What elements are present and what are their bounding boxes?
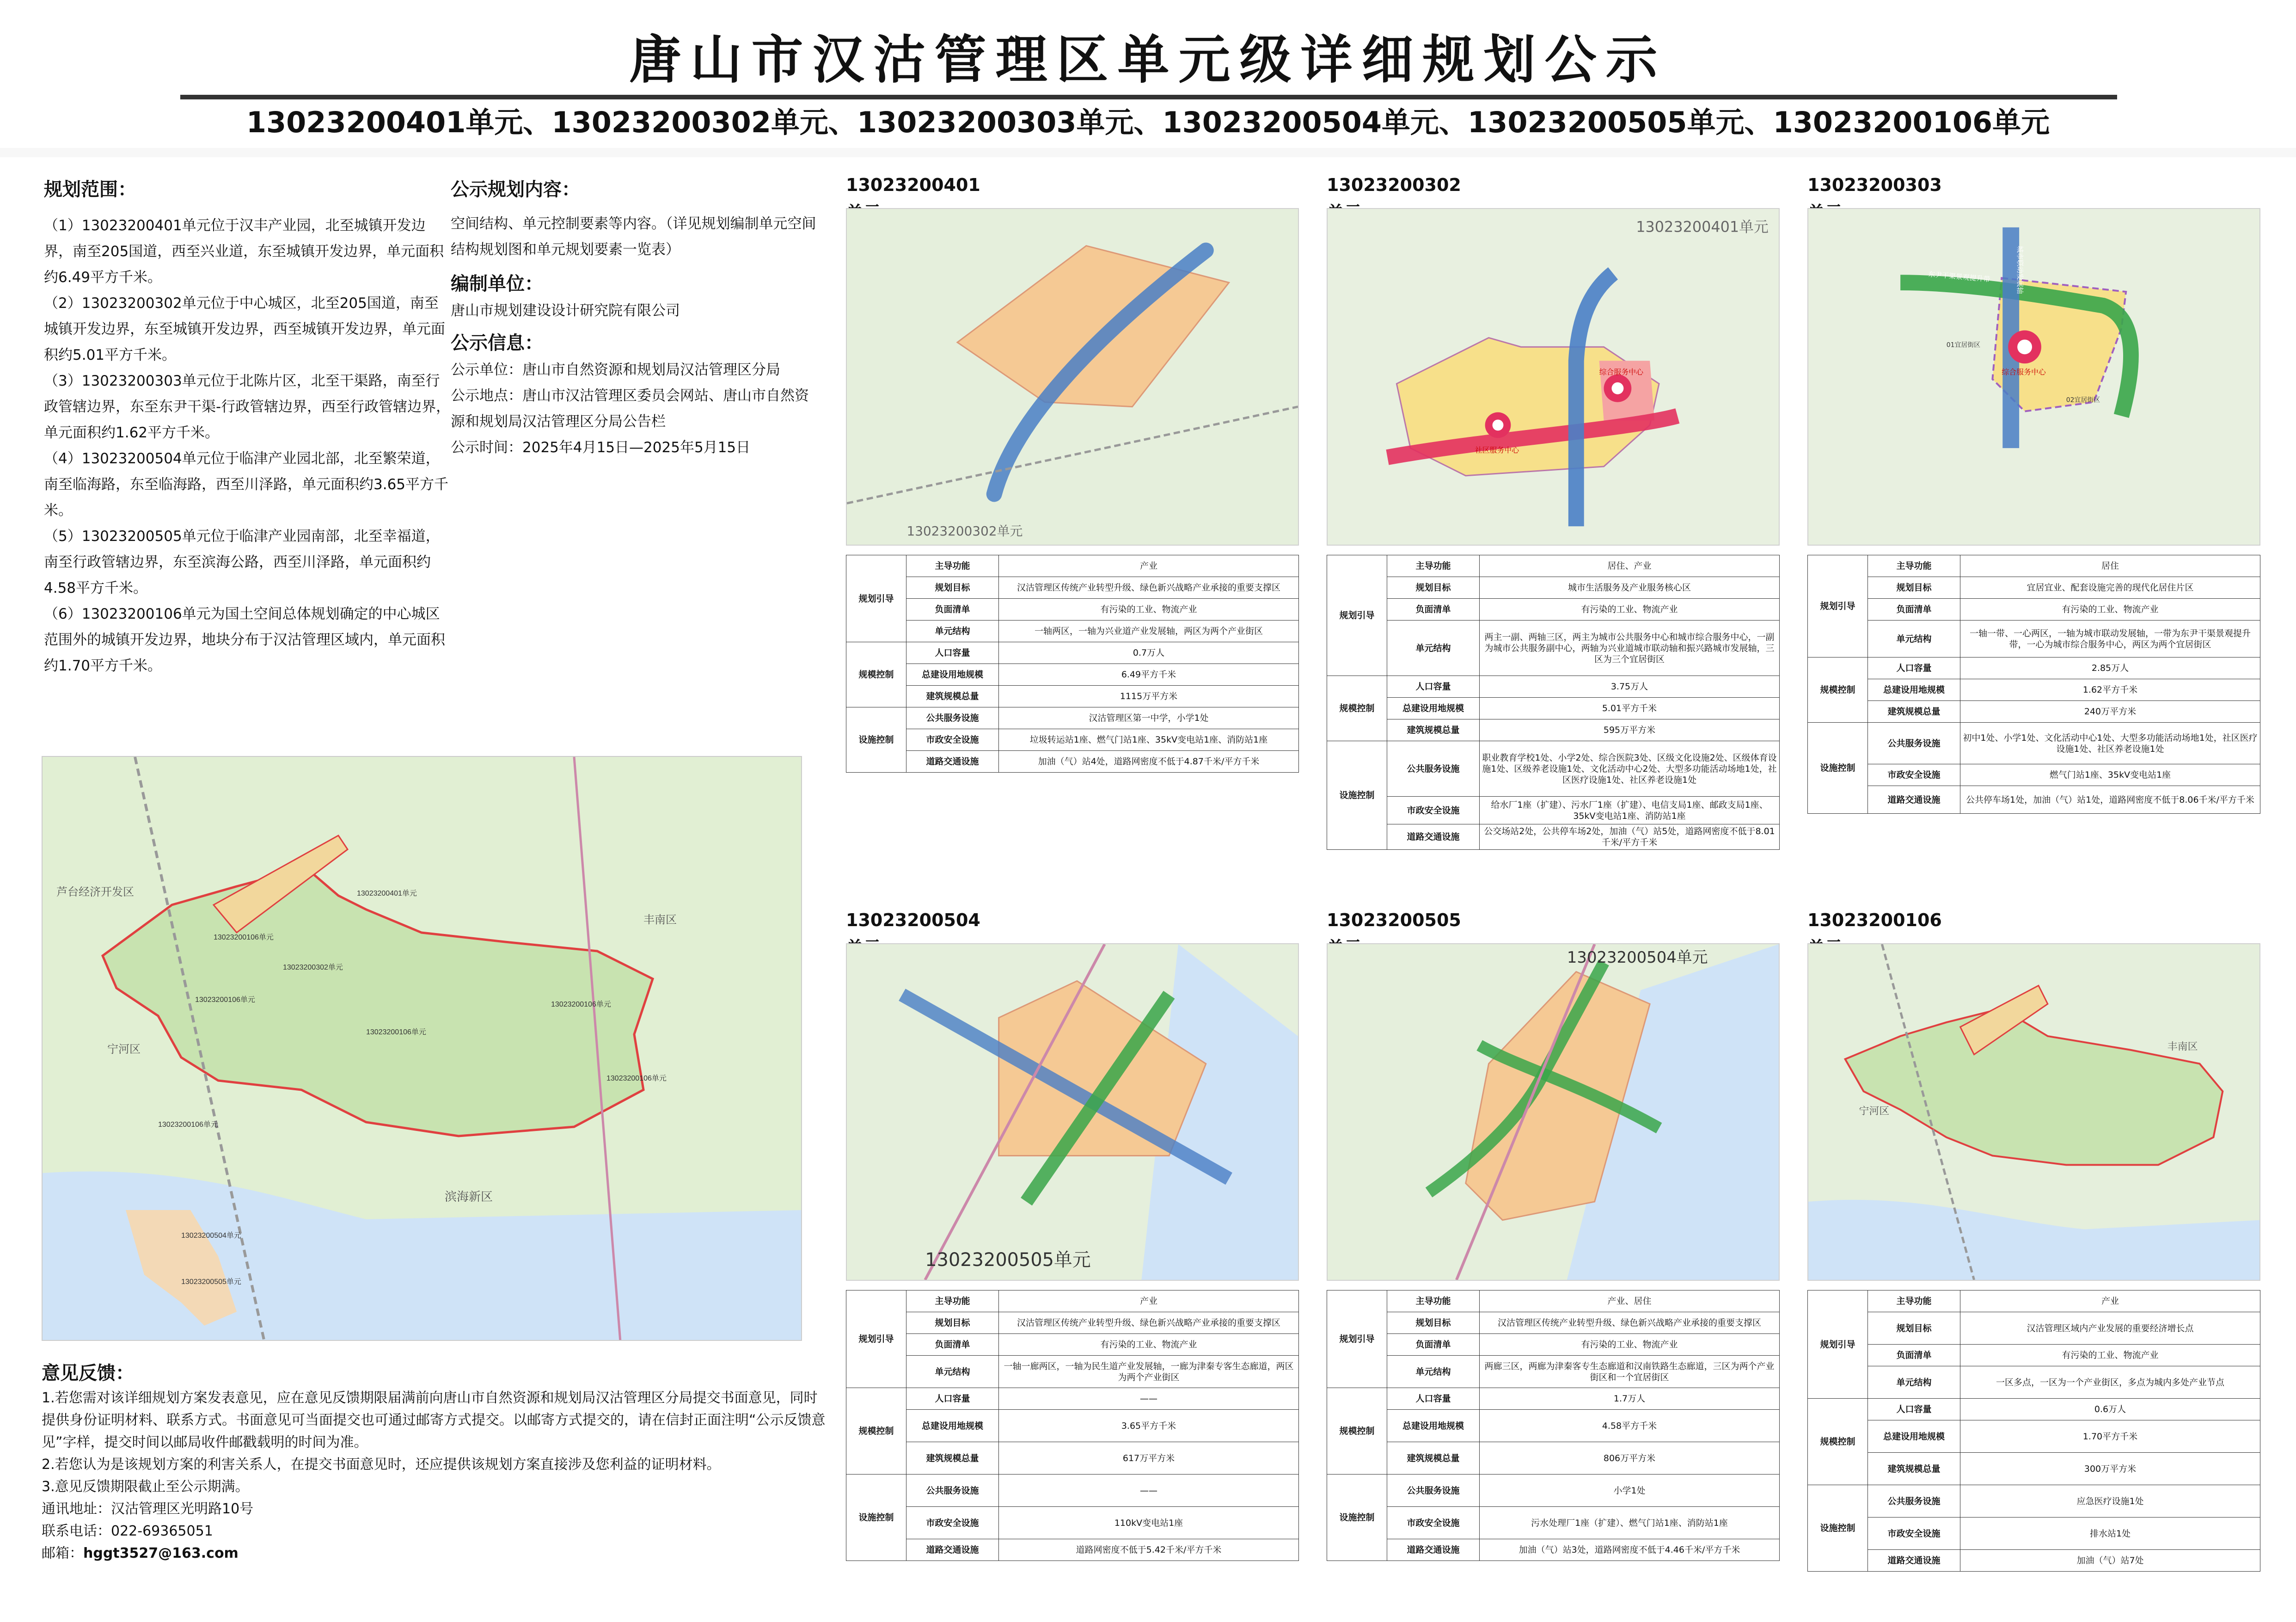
row-value: 小学1处	[1480, 1475, 1780, 1507]
row-label: 市政安全设施	[906, 729, 999, 751]
title-divider	[180, 95, 2117, 99]
compiler-name: 唐山市规划建设设计研究院有限公司	[451, 302, 680, 319]
map-label: 01宜居街区	[1946, 341, 1981, 349]
row-value: 城市生活服务及产业服务核心区	[1480, 577, 1780, 599]
unit-table	[846, 1290, 1299, 1561]
row-label: 道路交通设施	[1868, 786, 1960, 814]
unit-map	[846, 208, 1299, 546]
map-label: 城市联动发展轴	[2016, 246, 2025, 294]
content-text: 空间结构、单元控制要素等内容。（详见规划编制单元空间结构规划图和单元规划要素一览表）	[451, 215, 816, 258]
info-line: 公示地点：唐山市汉沽管理区委员会网站、唐山市自然资源和规划局汉沽管理区分局公告栏	[451, 387, 809, 430]
map-label: 13023200401单元	[1636, 218, 1769, 236]
row-label: 单元结构	[906, 1356, 999, 1388]
row-value: 5.01平方千米	[1480, 698, 1780, 719]
row-value: 汉沽管理区传统产业转型升级、绿色新兴战略产业承接的重要支撑区	[1480, 1312, 1780, 1334]
row-label: 主导功能	[1387, 1290, 1480, 1312]
row-label: 市政安全设施	[906, 1507, 999, 1539]
feedback-item: 3.意见反馈期限截止至公示期满。	[42, 1479, 249, 1495]
group-label: 设施控制	[1808, 1485, 1868, 1572]
email-address[interactable]: hggt3527@163.com	[83, 1545, 239, 1561]
page-title: 唐山市汉沽管理区单元级详细规划公示	[629, 30, 1667, 90]
row-label: 公共服务设施	[1387, 741, 1480, 797]
overview-label: 滨海新区	[445, 1190, 493, 1204]
group-label: 规模控制	[1327, 676, 1387, 741]
row-value: 3.65平方千米	[999, 1410, 1299, 1442]
info-line: 公示单位：唐山市自然资源和规划局汉沽管理区分局	[451, 362, 780, 378]
row-value: 1.70平方千米	[1960, 1420, 2260, 1453]
email-label: 邮箱：	[42, 1545, 83, 1561]
row-label: 主导功能	[1868, 555, 1960, 577]
group-label: 规模控制	[1808, 657, 1868, 723]
row-value: 2.85万人	[1960, 657, 2260, 679]
compiler-heading: 编制单位：	[451, 273, 543, 295]
row-value: 有污染的工业、物流产业	[1960, 599, 2260, 621]
unit-table	[1807, 1290, 2260, 1572]
overview-label: 宁河区	[107, 1043, 141, 1056]
overview-label: 丰南区	[643, 914, 677, 926]
row-value: 一轴一廊两区，一轴为民生道产业发展轴，一廊为津秦专客生态廊道，两区为两个产业街区	[999, 1356, 1299, 1388]
row-label: 总建设用地规模	[906, 1410, 999, 1442]
row-value: 806万平方米	[1480, 1442, 1780, 1475]
row-value: 1.7万人	[1480, 1388, 1780, 1410]
map-label: 东尹干渠景观提升带	[1928, 270, 1991, 284]
row-value: 产业、居住	[1480, 1290, 1780, 1312]
row-label: 负面清单	[1387, 599, 1480, 621]
unit-title: 13023200401	[846, 175, 980, 195]
group-label: 规划引导	[1808, 1290, 1868, 1399]
group-label: 规模控制	[1327, 1388, 1387, 1475]
group-label: 设施控制	[1327, 1475, 1387, 1561]
row-label: 负面清单	[906, 599, 999, 621]
row-value: 一轴一带、一心两区，一轴为城市联动发展轴，一带为东尹干渠景观提升带，一心为城市综合服务中心，两区为两个宜居街区	[1960, 621, 2260, 657]
group-label: 规划引导	[846, 555, 906, 642]
row-value: 应急医疗设施1处	[1960, 1485, 2260, 1518]
scope-item: （1）13023200401单元位于汉丰产业园，北至城镇开发边界，南至205国道，西至兴业道，东至城镇开发边界，单元面积约6.49平方千米。	[44, 217, 444, 286]
row-label: 市政安全设施	[1387, 1507, 1480, 1539]
row-label: 主导功能	[906, 1290, 999, 1312]
overview-label: 13023200505单元	[181, 1278, 241, 1286]
overview-label: 13023200106单元	[195, 996, 255, 1004]
scope-item: （3）13023200303单元位于北陈片区，北至干渠路，南至行政管辖边界，东至东尹干渠-行政管辖边界，西至行政管辖边界，单元面积约1.62平方千米。	[44, 373, 451, 441]
unit-map	[1327, 943, 1780, 1281]
row-value: 汉沽管理区第一中学，小学1处	[999, 707, 1299, 729]
scope-heading: 规划范围：	[44, 179, 136, 200]
row-label: 总建设用地规模	[1868, 679, 1960, 701]
row-value: 有污染的工业、物流产业	[999, 599, 1299, 621]
unit-table	[1327, 1290, 1780, 1561]
row-label: 建筑规模总量	[906, 686, 999, 707]
row-label: 单元结构	[1868, 621, 1960, 657]
row-label: 总建设用地规模	[1387, 698, 1480, 719]
row-label: 建筑规模总量	[1387, 1442, 1480, 1475]
overview-label: 13023200302单元	[283, 964, 343, 971]
group-label: 规划引导	[846, 1290, 906, 1388]
row-label: 规划目标	[1868, 1312, 1960, 1345]
row-label: 道路交通设施	[1387, 1539, 1480, 1561]
planning-scope	[44, 176, 451, 679]
map-label: 宁河区	[1859, 1105, 1890, 1117]
row-label: 总建设用地规模	[1868, 1420, 1960, 1453]
unit-map	[1807, 208, 2260, 546]
map-label: 丰南区	[2167, 1041, 2198, 1053]
map-label: 13023200505单元	[925, 1249, 1091, 1271]
row-label: 道路交通设施	[1387, 824, 1480, 850]
overview-label: 13023200106单元	[214, 934, 274, 941]
row-value: 110kV变电站1座	[999, 1507, 1299, 1539]
feedback-email	[42, 1542, 827, 1565]
row-value: 一区多点，一区为一个产业街区，多点为城内多处产业节点	[1960, 1366, 2260, 1399]
row-value: 加油（气）站3处，道路网密度不低于4.46千米/平方千米	[1480, 1539, 1780, 1561]
row-value: 两主一副、两轴三区，两主为城市公共服务中心和城市综合服务中心，一副为城市公共服务副中心，两轴为兴业道城市联动轴和振兴路城市发展轴，三区为三个宜居街区	[1480, 621, 1780, 676]
row-value: 1.62平方千米	[1960, 679, 2260, 701]
group-label: 规模控制	[1808, 1399, 1868, 1485]
row-value: 两廊三区，两廊为津秦客专生态廊道和汉南铁路生态廊道，三区为两个产业街区和一个宜居街区	[1480, 1356, 1780, 1388]
feedback-item: 1.若您需对该详细规划方案发表意见，应在意见反馈期限届满前向唐山市自然资源和规划局汉沽管理区分局提交书面意见，同时提供身份证明材料、联系方式。书面意见可当面提交也可通过邮寄方式提交。以邮寄方式提交的，请在信封正面注明“公示反馈意见”字样，提交时间以邮局收件邮戳载明的时间为准。	[42, 1390, 826, 1450]
unit-table	[1327, 555, 1780, 850]
overview-map	[42, 756, 802, 1341]
row-label: 建筑规模总量	[1868, 1453, 1960, 1485]
row-label: 负面清单	[1868, 599, 1960, 621]
map-label: 综合服务中心	[2002, 368, 2046, 377]
row-label: 人口容量	[906, 642, 999, 664]
row-value: 汉沽管理区域内产业发展的重要经济增长点	[1960, 1312, 2260, 1345]
row-label: 规划目标	[906, 1312, 999, 1334]
feedback-address: 通讯地址：汉沽管理区光明路10号	[42, 1501, 254, 1517]
row-value: 3.75万人	[1480, 676, 1780, 698]
row-label: 道路交通设施	[906, 751, 999, 773]
group-label: 设施控制	[1808, 723, 1868, 814]
row-label: 负面清单	[1868, 1345, 1960, 1366]
row-value: 污水处理厂1座（扩建）、燃气门站1座、消防站1座	[1480, 1507, 1780, 1539]
row-label: 市政安全设施	[1868, 764, 1960, 786]
group-label: 规模控制	[846, 1388, 906, 1475]
map-label: 社区服务中心	[1475, 446, 1519, 455]
row-value: 职业教育学校1处、小学2处、综合医院3处、区级文化设施2处、区级体育设施1处、区级养老设施1处、文化活动中心2处、大型多功能活动场地1处，社区医疗设施1处、社区养老设施1处	[1480, 741, 1780, 797]
group-label: 设施控制	[1327, 741, 1387, 850]
scope-item: （4）13023200504单元位于临津产业园北部，北至繁荣道，南至临海路，东至临海路，西至川泽路，单元面积约3.65平方千米。	[44, 450, 449, 519]
row-label: 公共服务设施	[1387, 1475, 1480, 1507]
feedback-section	[42, 1359, 827, 1565]
row-label: 负面清单	[1387, 1334, 1480, 1356]
map-label: 13023200302单元	[906, 523, 1023, 539]
publicity-info	[451, 176, 820, 461]
group-label: 规划引导	[1327, 555, 1387, 676]
row-value: 汉沽管理区传统产业转型升级、绿色新兴战略产业承接的重要支撑区	[999, 577, 1299, 599]
row-value: 初中1处、小学1处、文化活动中心1处、大型多功能活动场地1处，社区医疗设施1处、社区养老设施1处	[1960, 723, 2260, 764]
row-value: 4.58平方千米	[1480, 1410, 1780, 1442]
row-value: 产业	[1960, 1290, 2260, 1312]
row-value: 有污染的工业、物流产业	[1960, 1345, 2260, 1366]
row-label: 规划目标	[1387, 1312, 1480, 1334]
row-value: 240万平方米	[1960, 701, 2260, 723]
row-value: 0.6万人	[1960, 1399, 2260, 1420]
row-value: 加油（气）站7处	[1960, 1550, 2260, 1572]
row-value: 垃圾转运站1座、燃气门站1座、35kV变电站1座、消防站1座	[999, 729, 1299, 751]
row-label: 总建设用地规模	[1387, 1410, 1480, 1442]
row-label: 建筑规模总量	[1868, 701, 1960, 723]
overview-label: 13023200106单元	[551, 1001, 611, 1008]
unit-title: 13023200106	[1807, 910, 1942, 930]
row-label: 主导功能	[906, 555, 999, 577]
row-value: 1115万平方米	[999, 686, 1299, 707]
row-label: 单元结构	[1868, 1366, 1960, 1399]
group-label: 规划引导	[1808, 555, 1868, 657]
row-label: 人口容量	[1387, 676, 1480, 698]
row-label: 主导功能	[1868, 1290, 1960, 1312]
row-value: 汉沽管理区传统产业转型升级、绿色新兴战略产业承接的重要支撑区	[999, 1312, 1299, 1334]
row-value: 有污染的工业、物流产业	[1480, 599, 1780, 621]
row-label: 人口容量	[1387, 1388, 1480, 1410]
row-value: 产业	[999, 1290, 1299, 1312]
map-label: 综合服务中心	[1599, 368, 1644, 377]
row-label: 公共服务设施	[906, 707, 999, 729]
row-value: 公共停车场1处，加油（气）站1处，道路网密度不低于8.06千米/平方千米	[1960, 786, 2260, 814]
overview-label: 13023200106单元	[606, 1075, 667, 1082]
row-value: 一轴两区，一轴为兴业道产业发展轴，两区为两个产业街区	[999, 621, 1299, 642]
row-label: 建筑规模总量	[1387, 719, 1480, 741]
unit-table	[1807, 555, 2260, 814]
unit-map	[846, 943, 1299, 1281]
unit-title: 13023200303	[1807, 175, 1942, 195]
row-value: ——	[999, 1388, 1299, 1410]
row-value: 排水站1处	[1960, 1518, 2260, 1550]
row-label: 单元结构	[1387, 621, 1480, 676]
content-heading: 公示规划内容：	[451, 179, 580, 200]
info-heading: 公示信息：	[451, 332, 543, 354]
group-label: 规模控制	[846, 642, 906, 707]
row-label: 规划目标	[906, 577, 999, 599]
overview-label: 13023200106单元	[158, 1121, 218, 1129]
feedback-phone: 联系电话：022-69365051	[42, 1523, 213, 1539]
unit-table	[846, 555, 1299, 773]
row-label: 公共服务设施	[906, 1475, 999, 1507]
row-label: 人口容量	[1868, 657, 1960, 679]
row-value: 道路网密度不低于5.42千米/平方千米	[999, 1539, 1299, 1561]
row-value: 0.7万人	[999, 642, 1299, 664]
row-value: 617万平方米	[999, 1442, 1299, 1475]
row-value: 595万平方米	[1480, 719, 1780, 741]
map-label: 02宜居街区	[2066, 396, 2100, 404]
group-label: 设施控制	[846, 707, 906, 773]
row-label: 道路交通设施	[1868, 1550, 1960, 1572]
overview-label: 13023200106单元	[366, 1028, 426, 1036]
map-label: 13023200504单元	[1567, 948, 1708, 966]
row-value: 燃气门站1座、35kV变电站1座	[1960, 764, 2260, 786]
row-label: 总建设用地规模	[906, 664, 999, 686]
row-label: 单元结构	[1387, 1356, 1480, 1388]
row-label: 市政安全设施	[1868, 1518, 1960, 1550]
scope-item: （2）13023200302单元位于中心城区，北至205国道，南至城镇开发边界，东至城镇开发边界，西至城镇开发边界，单元面积约5.01平方千米。	[44, 295, 445, 363]
row-value: 居住	[1960, 555, 2260, 577]
page-subtitle: 13023200401单元、13023200302单元、13023200303单元、13023200504单元、13023200505单元、13023200106单元	[246, 105, 2050, 139]
row-label: 市政安全设施	[1387, 797, 1480, 824]
row-label: 建筑规模总量	[906, 1442, 999, 1475]
header-band	[0, 148, 2296, 157]
row-label: 规划目标	[1387, 577, 1480, 599]
scope-item: （5）13023200505单元位于临津产业园南部，北至幸福道，南至行政管辖边界，东至滨海公路，西至川泽路，单元面积约4.58平方千米。	[44, 528, 440, 596]
row-value: 居住、产业	[1480, 555, 1780, 577]
unit-title: 13023200505	[1327, 910, 1461, 930]
row-label: 道路交通设施	[906, 1539, 999, 1561]
row-label: 主导功能	[1387, 555, 1480, 577]
row-value: 宜居宜业、配套设施完善的现代化居住片区	[1960, 577, 2260, 599]
feedback-item: 2.若您认为是该规划方案的利害关系人，在提交书面意见时，还应提供该规划方案直接涉及您利益的证明材料。	[42, 1456, 721, 1473]
row-value: 公交场站2处，公共停车场2处，加油（气）站5处，道路网密度不低于8.01千米/平方千米	[1480, 824, 1780, 850]
row-value: ——	[999, 1475, 1299, 1507]
row-label: 公共服务设施	[1868, 723, 1960, 764]
row-label: 负面清单	[906, 1334, 999, 1356]
row-value: 产业	[999, 555, 1299, 577]
overview-label: 13023200504单元	[181, 1232, 241, 1240]
row-label: 人口容量	[1868, 1399, 1960, 1420]
feedback-heading: 意见反馈：	[42, 1363, 134, 1384]
row-label: 单元结构	[906, 621, 999, 642]
unit-title: 13023200302	[1327, 175, 1461, 195]
group-label: 设施控制	[846, 1475, 906, 1561]
row-value: 6.49平方千米	[999, 664, 1299, 686]
group-label: 规划引导	[1327, 1290, 1387, 1388]
scope-item: （6）13023200106单元为国土空间总体规划确定的中心城区范围外的城镇开发边界，地块分布于汉沽管理区域内，单元面积约1.70平方千米。	[44, 606, 445, 674]
unit-title: 13023200504	[846, 910, 980, 930]
info-line: 公示时间：2025年4月15日—2025年5月15日	[451, 439, 751, 456]
row-label: 公共服务设施	[1868, 1485, 1960, 1518]
row-value: 加油（气）站4处，道路网密度不低于4.87千米/平方千米	[999, 751, 1299, 773]
row-label: 人口容量	[906, 1388, 999, 1410]
overview-label: 13023200401单元	[357, 890, 417, 897]
overview-label: 芦台经济开发区	[56, 886, 134, 898]
row-label: 规划目标	[1868, 577, 1960, 599]
unit-map	[1327, 208, 1780, 546]
row-value: 有污染的工业、物流产业	[999, 1334, 1299, 1356]
row-value: 有污染的工业、物流产业	[1480, 1334, 1780, 1356]
row-value: 300万平方米	[1960, 1453, 2260, 1485]
row-value: 给水厂1座（扩建）、污水厂1座（扩建）、电信支局1座、邮政支局1座、35kV变电站1座、消防站1座	[1480, 797, 1780, 824]
unit-map	[1807, 943, 2260, 1281]
